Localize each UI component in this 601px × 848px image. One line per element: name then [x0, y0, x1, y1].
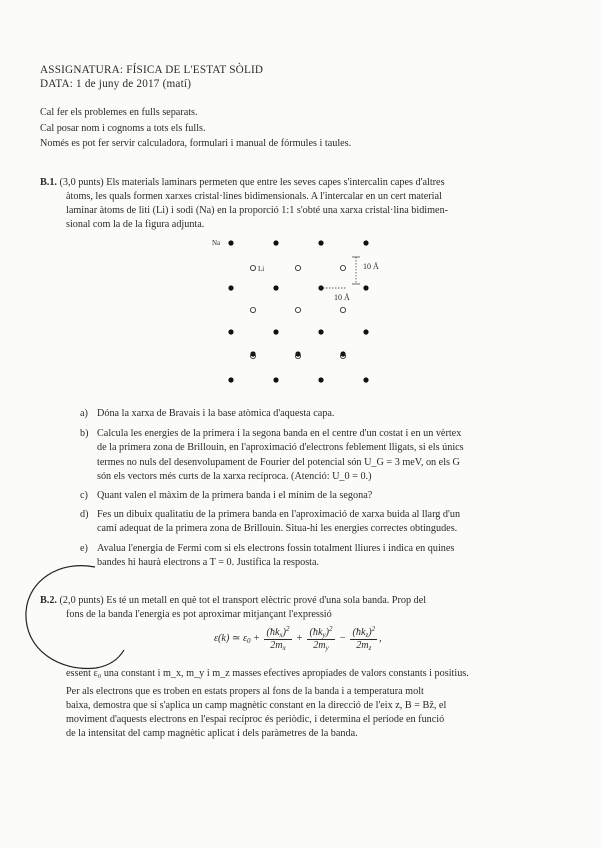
item-text-line: Dóna la xarxa de Bravais i la base atòmica d'aquesta capa. — [97, 408, 335, 419]
problem1-points: (3,0 punts) — [59, 177, 104, 188]
li-label: Li — [258, 265, 265, 273]
item-label: a) — [80, 408, 88, 419]
problem2-text-line: essent ε₀ una constant i m_x, m_y i m_z masses efectives apropiades de valors constants i positius. — [66, 668, 469, 679]
problem1-text-line: sional com la de la figura adjunta. — [66, 219, 205, 230]
item-label: b) — [80, 428, 89, 439]
item-text-line: són els vectors més curts de la xarxa recíproca. (Atenció: U_0 = 0.) — [97, 471, 372, 482]
item-label: c) — [80, 490, 88, 501]
item-label: e) — [80, 543, 88, 554]
item-text-line: Quant valen el màxim de la primera banda i el mínim de la segona? — [97, 490, 373, 501]
item-text-line: bandes hi haurà electrons a T = 0. Justifica la resposta. — [97, 557, 320, 568]
instruction-line: Només es pot fer servir calculadora, formulari i manual de fórmules i taules. — [40, 138, 352, 149]
problem2-intro-line: fons de la banda l'energia es pot aproximar mitjançant l'expressió — [66, 609, 332, 620]
problem2-number: B.2. — [40, 595, 57, 606]
problem2-intro-line: Es té un metall en què tot el transport elèctric prové d'una sola banda. Prop del — [106, 595, 427, 606]
item-text-line: Fes un dibuix qualitatiu de la primera banda en l'aproximació de xarxa buida al llarg d'un — [97, 509, 461, 520]
problem2-text-line: moviment d'aquests electrons en l'espai recíproc és periòdic, i determina el període en funció — [66, 714, 445, 725]
item-text-line: de la primera zona de Brillouin, en l'aproximació d'electrons feblement lligats, si els únics — [97, 442, 464, 453]
dimension-vertical-label: 10 Å — [363, 262, 379, 271]
subject-title: ASSIGNATURA: FÍSICA DE L'ESTAT SÒLID — [40, 64, 264, 76]
problem1-text-line: laminar àtoms de liti (Li) i sodi (Na) en la proporció 1:1 s'obté una xarxa cristal·lina bidimen- — [66, 205, 449, 216]
problem1-text-line: àtoms, les quals formen xarxes cristal·lines bidimensionals. A l'intercalar en un cert material — [66, 191, 442, 202]
problem2-heading — [40, 595, 426, 607]
problem2-text-line: de la intensitat del camp magnètic aplicat i dels paràmetres de la banda. — [66, 728, 358, 739]
item-text-line: Calcula les energies de la primera i la segona banda en el centre d'un costat i en un vèrtex — [97, 428, 462, 439]
energy-formula: ε(k) ≃ $\varepsilon_0$ + $\frac{(ħk_x)^2}{2m_x}$ + $\frac{(ħk_y)^2}{2m_y}$ − $\frac{(ħk_z)^2}{2m_z}$ , — [214, 625, 382, 653]
exam-date: DATA: 1 de juny de 2017 (matí) — [40, 78, 192, 90]
item-text-line: Avalua l'energia de Fermi com si els electrons fossin totalment lliures i indica en quines — [97, 543, 455, 554]
dimension-horizontal-label: 10 Å — [334, 293, 350, 302]
problem2-points: (2,0 punts) — [59, 595, 104, 606]
problem1-number: B.1. — [40, 177, 57, 188]
problem2-text-line: Per als electrons que es troben en estats propers al fons de la banda i a temperatura molt — [66, 686, 424, 697]
instruction-line: Cal posar nom i cognoms a tots els fulls. — [40, 123, 206, 134]
item-text-line: termes no nuls del desenvolupament de Fourier del potencial són U_G = 3 meV, on els G — [97, 457, 460, 468]
problem2-text-line: baixa, demostra que si s'aplica un camp magnètic constant en la direcció de l'eix z, B = Bẑ, el — [66, 700, 447, 711]
problem1-text-line: Els materials laminars permeten que entre les seves capes s'intercalin capes d'altres — [106, 177, 445, 188]
instruction-line: Cal fer els problemes en fulls separats. — [40, 107, 198, 118]
item-label: d) — [80, 509, 89, 520]
na-label: Na — [212, 239, 221, 247]
item-text-line: camí adequat de la primera zona de Brillouin. Situa-hi les energies correctes obtingudes. — [97, 523, 458, 534]
